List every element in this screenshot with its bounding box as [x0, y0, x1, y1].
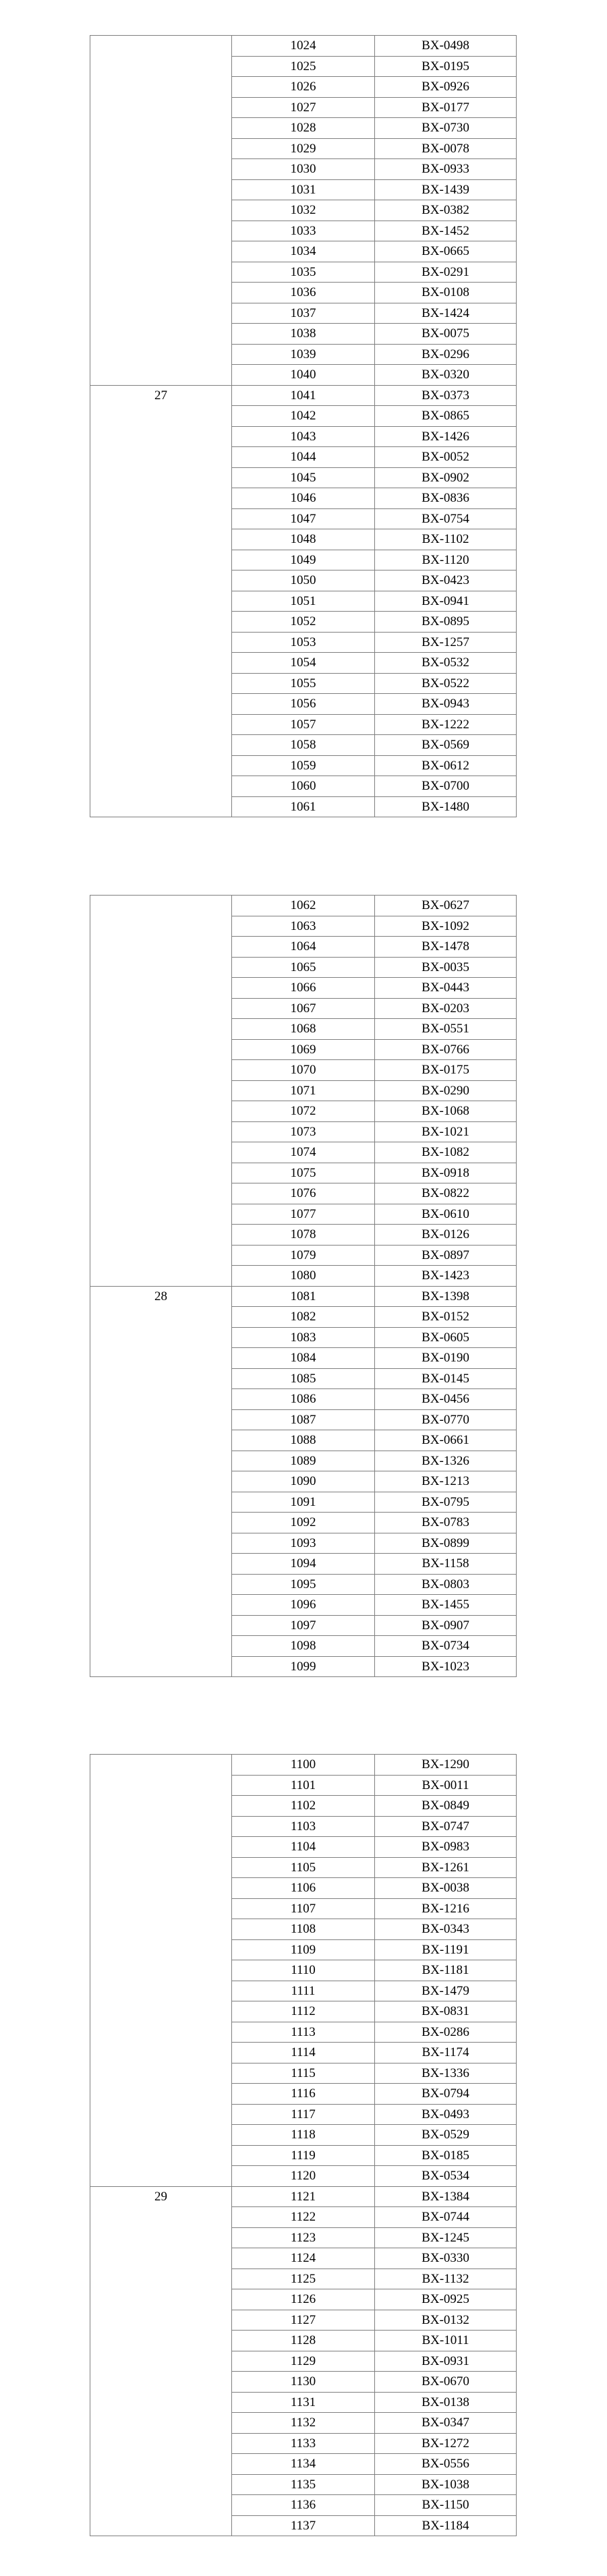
code-cell: BX-0926: [375, 77, 517, 98]
number-cell: 1078: [232, 1225, 375, 1246]
number-cell: 1088: [232, 1430, 375, 1451]
number-cell: 1069: [232, 1039, 375, 1060]
number-cell: 1031: [232, 179, 375, 200]
number-cell: 1067: [232, 998, 375, 1019]
number-cell: 1124: [232, 2248, 375, 2269]
code-cell: BX-0078: [375, 138, 517, 159]
number-cell: 1061: [232, 796, 375, 817]
number-cell: 1068: [232, 1019, 375, 1040]
table-block-2: [90, 895, 516, 1677]
number-cell: 1106: [232, 1878, 375, 1899]
number-cell: 1131: [232, 2392, 375, 2413]
number-cell: 1045: [232, 467, 375, 488]
code-cell: BX-1290: [375, 1755, 517, 1776]
number-cell: 1125: [232, 2268, 375, 2289]
code-cell: BX-0203: [375, 998, 517, 1019]
number-cell: 1033: [232, 221, 375, 241]
number-cell: 1036: [232, 283, 375, 303]
code-cell: BX-0795: [375, 1492, 517, 1513]
code-cell: BX-1455: [375, 1595, 517, 1616]
number-cell: 1085: [232, 1368, 375, 1389]
number-cell: 1058: [232, 735, 375, 756]
number-cell: 1122: [232, 2207, 375, 2228]
code-cell: BX-0941: [375, 591, 517, 612]
number-cell: 1024: [232, 36, 375, 57]
number-cell: 1132: [232, 2413, 375, 2434]
code-cell: BX-0175: [375, 1060, 517, 1081]
number-cell: 1066: [232, 978, 375, 999]
number-cell: 1027: [232, 97, 375, 118]
number-cell: 1095: [232, 1574, 375, 1595]
number-cell: 1080: [232, 1266, 375, 1287]
code-cell: BX-0075: [375, 324, 517, 345]
code-cell: BX-0038: [375, 1878, 517, 1899]
number-cell: 1047: [232, 508, 375, 529]
number-cell: 1109: [232, 1939, 375, 1960]
number-cell: 1130: [232, 2372, 375, 2393]
code-cell: BX-0754: [375, 508, 517, 529]
number-cell: 1115: [232, 2063, 375, 2084]
code-cell: BX-0605: [375, 1327, 517, 1348]
number-cell: 1062: [232, 896, 375, 916]
code-cell: BX-0035: [375, 957, 517, 978]
number-cell: 1083: [232, 1327, 375, 1348]
table-row: [90, 36, 517, 57]
number-cell: 1097: [232, 1615, 375, 1636]
number-cell: 1105: [232, 1857, 375, 1878]
number-cell: 1096: [232, 1595, 375, 1616]
code-cell: BX-1398: [375, 1286, 517, 1307]
number-cell: 1050: [232, 570, 375, 591]
number-cell: 1070: [232, 1060, 375, 1081]
number-cell: 1092: [232, 1513, 375, 1533]
code-cell: BX-0556: [375, 2454, 517, 2475]
code-cell: BX-1326: [375, 1451, 517, 1471]
number-cell: 1086: [232, 1389, 375, 1410]
number-cell: 1114: [232, 2043, 375, 2063]
number-cell: 1121: [232, 2186, 375, 2207]
data-table: [90, 1754, 517, 2536]
number-cell: 1100: [232, 1755, 375, 1776]
number-cell: 1053: [232, 632, 375, 653]
code-cell: BX-1068: [375, 1101, 517, 1122]
code-cell: BX-0569: [375, 735, 517, 756]
number-cell: 1037: [232, 303, 375, 324]
number-cell: 1052: [232, 612, 375, 633]
code-cell: BX-0190: [375, 1348, 517, 1369]
code-cell: BX-0794: [375, 2084, 517, 2105]
code-cell: BX-0343: [375, 1919, 517, 1940]
code-cell: BX-0747: [375, 1816, 517, 1837]
code-cell: BX-1426: [375, 426, 517, 447]
number-cell: 1090: [232, 1471, 375, 1492]
code-cell: BX-0551: [375, 1019, 517, 1040]
number-cell: 1044: [232, 447, 375, 468]
code-cell: BX-0138: [375, 2392, 517, 2413]
number-cell: 1030: [232, 159, 375, 180]
group-label-cell: [90, 896, 232, 1287]
code-cell: BX-0296: [375, 344, 517, 365]
table-block-3: [90, 1754, 516, 2536]
code-cell: BX-0498: [375, 36, 517, 57]
code-cell: BX-1216: [375, 1898, 517, 1919]
code-cell: BX-0330: [375, 2248, 517, 2269]
group-label-cell: [90, 1755, 232, 2187]
number-cell: 1054: [232, 653, 375, 674]
data-table: [90, 35, 517, 817]
number-cell: 1117: [232, 2104, 375, 2125]
number-cell: 1102: [232, 1796, 375, 1817]
number-cell: 1099: [232, 1656, 375, 1677]
code-cell: BX-0145: [375, 1368, 517, 1389]
number-cell: 1055: [232, 673, 375, 694]
code-cell: BX-0730: [375, 118, 517, 139]
number-cell: 1127: [232, 2310, 375, 2331]
number-cell: 1128: [232, 2331, 375, 2351]
number-cell: 1129: [232, 2351, 375, 2372]
number-cell: 1084: [232, 1348, 375, 1369]
code-cell: BX-1213: [375, 1471, 517, 1492]
code-cell: BX-0983: [375, 1837, 517, 1858]
code-cell: BX-1261: [375, 1857, 517, 1878]
code-cell: BX-0918: [375, 1163, 517, 1183]
code-cell: BX-0734: [375, 1636, 517, 1657]
code-cell: BX-1245: [375, 2227, 517, 2248]
number-cell: 1113: [232, 2022, 375, 2043]
code-cell: BX-0290: [375, 1080, 517, 1101]
code-cell: BX-0532: [375, 653, 517, 674]
number-cell: 1134: [232, 2454, 375, 2475]
code-cell: BX-1102: [375, 529, 517, 550]
number-cell: 1040: [232, 365, 375, 386]
number-cell: 1064: [232, 937, 375, 958]
number-cell: 1120: [232, 2166, 375, 2187]
code-cell: BX-0443: [375, 978, 517, 999]
number-cell: 1137: [232, 2515, 375, 2536]
code-cell: BX-0529: [375, 2125, 517, 2146]
code-cell: BX-1452: [375, 221, 517, 241]
code-cell: BX-0534: [375, 2166, 517, 2187]
code-cell: BX-1150: [375, 2495, 517, 2516]
number-cell: 1089: [232, 1451, 375, 1471]
number-cell: 1025: [232, 56, 375, 77]
code-cell: BX-0132: [375, 2310, 517, 2331]
code-cell: BX-0700: [375, 776, 517, 797]
group-label-cell: [90, 36, 232, 386]
group-label-cell: 28: [90, 1286, 232, 1677]
code-cell: BX-0895: [375, 612, 517, 633]
code-cell: BX-0627: [375, 896, 517, 916]
code-cell: BX-0899: [375, 1533, 517, 1554]
number-cell: 1059: [232, 755, 375, 776]
code-cell: BX-1092: [375, 916, 517, 937]
number-cell: 1118: [232, 2125, 375, 2146]
code-cell: BX-0849: [375, 1796, 517, 1817]
code-cell: BX-0286: [375, 2022, 517, 2043]
number-cell: 1116: [232, 2084, 375, 2105]
number-cell: 1063: [232, 916, 375, 937]
code-cell: BX-1082: [375, 1142, 517, 1163]
code-cell: BX-0783: [375, 1513, 517, 1533]
table-row: [90, 2186, 517, 2207]
code-cell: BX-0152: [375, 1307, 517, 1328]
number-cell: 1042: [232, 406, 375, 427]
number-cell: 1048: [232, 529, 375, 550]
code-cell: BX-0052: [375, 447, 517, 468]
number-cell: 1046: [232, 488, 375, 509]
code-cell: BX-0456: [375, 1389, 517, 1410]
data-table: [90, 895, 517, 1677]
code-cell: BX-0493: [375, 2104, 517, 2125]
code-cell: BX-0770: [375, 1409, 517, 1430]
number-cell: 1103: [232, 1816, 375, 1837]
code-cell: BX-1439: [375, 179, 517, 200]
number-cell: 1075: [232, 1163, 375, 1183]
code-cell: BX-0347: [375, 2413, 517, 2434]
code-cell: BX-0661: [375, 1430, 517, 1451]
number-cell: 1123: [232, 2227, 375, 2248]
number-cell: 1039: [232, 344, 375, 365]
code-cell: BX-0803: [375, 1574, 517, 1595]
code-cell: BX-1174: [375, 2043, 517, 2063]
number-cell: 1038: [232, 324, 375, 345]
code-cell: BX-1384: [375, 2186, 517, 2207]
table-row: [90, 1286, 517, 1307]
number-cell: 1072: [232, 1101, 375, 1122]
code-cell: BX-0931: [375, 2351, 517, 2372]
code-cell: BX-0320: [375, 365, 517, 386]
number-cell: 1043: [232, 426, 375, 447]
code-cell: BX-0865: [375, 406, 517, 427]
number-cell: 1060: [232, 776, 375, 797]
code-cell: BX-0902: [375, 467, 517, 488]
number-cell: 1076: [232, 1183, 375, 1204]
number-cell: 1111: [232, 1981, 375, 2001]
code-cell: BX-1191: [375, 1939, 517, 1960]
code-cell: BX-0195: [375, 56, 517, 77]
code-cell: BX-0011: [375, 1775, 517, 1796]
number-cell: 1093: [232, 1533, 375, 1554]
number-cell: 1071: [232, 1080, 375, 1101]
code-cell: BX-0665: [375, 241, 517, 262]
number-cell: 1026: [232, 77, 375, 98]
table-row: [90, 385, 517, 406]
code-cell: BX-1132: [375, 2268, 517, 2289]
code-cell: BX-0610: [375, 1204, 517, 1225]
code-cell: BX-0766: [375, 1039, 517, 1060]
group-label-cell: 29: [90, 2186, 232, 2536]
number-cell: 1073: [232, 1121, 375, 1142]
code-cell: BX-0423: [375, 570, 517, 591]
code-cell: BX-1011: [375, 2331, 517, 2351]
number-cell: 1056: [232, 694, 375, 715]
code-cell: BX-0925: [375, 2289, 517, 2310]
code-cell: BX-0126: [375, 1225, 517, 1246]
number-cell: 1028: [232, 118, 375, 139]
code-cell: BX-1424: [375, 303, 517, 324]
number-cell: 1057: [232, 714, 375, 735]
number-cell: 1041: [232, 385, 375, 406]
table-row: [90, 896, 517, 916]
code-cell: BX-1038: [375, 2474, 517, 2495]
code-cell: BX-0373: [375, 385, 517, 406]
code-cell: BX-0907: [375, 1615, 517, 1636]
number-cell: 1087: [232, 1409, 375, 1430]
code-cell: BX-0897: [375, 1245, 517, 1266]
code-cell: BX-0831: [375, 2001, 517, 2022]
code-cell: BX-1181: [375, 1960, 517, 1981]
number-cell: 1135: [232, 2474, 375, 2495]
number-cell: 1049: [232, 550, 375, 570]
number-cell: 1107: [232, 1898, 375, 1919]
number-cell: 1094: [232, 1554, 375, 1575]
code-cell: BX-1479: [375, 1981, 517, 2001]
code-cell: BX-1478: [375, 937, 517, 958]
number-cell: 1077: [232, 1204, 375, 1225]
code-cell: BX-0185: [375, 2145, 517, 2166]
code-cell: BX-1480: [375, 796, 517, 817]
code-cell: BX-0933: [375, 159, 517, 180]
code-cell: BX-0822: [375, 1183, 517, 1204]
number-cell: 1104: [232, 1837, 375, 1858]
code-cell: BX-0670: [375, 2372, 517, 2393]
number-cell: 1079: [232, 1245, 375, 1266]
code-cell: BX-1023: [375, 1656, 517, 1677]
number-cell: 1108: [232, 1919, 375, 1940]
group-label-cell: 27: [90, 385, 232, 817]
code-cell: BX-0744: [375, 2207, 517, 2228]
number-cell: 1119: [232, 2145, 375, 2166]
code-cell: BX-0108: [375, 283, 517, 303]
number-cell: 1081: [232, 1286, 375, 1307]
code-cell: BX-1423: [375, 1266, 517, 1287]
code-cell: BX-0943: [375, 694, 517, 715]
code-cell: BX-0836: [375, 488, 517, 509]
number-cell: 1110: [232, 1960, 375, 1981]
number-cell: 1029: [232, 138, 375, 159]
number-cell: 1136: [232, 2495, 375, 2516]
number-cell: 1065: [232, 957, 375, 978]
number-cell: 1101: [232, 1775, 375, 1796]
code-cell: BX-0291: [375, 262, 517, 283]
code-cell: BX-1272: [375, 2433, 517, 2454]
code-cell: BX-1158: [375, 1554, 517, 1575]
number-cell: 1091: [232, 1492, 375, 1513]
code-cell: BX-1021: [375, 1121, 517, 1142]
number-cell: 1098: [232, 1636, 375, 1657]
code-cell: BX-1222: [375, 714, 517, 735]
number-cell: 1051: [232, 591, 375, 612]
code-cell: BX-1120: [375, 550, 517, 570]
table-row: [90, 1755, 517, 1776]
code-cell: BX-1184: [375, 2515, 517, 2536]
code-cell: BX-1257: [375, 632, 517, 653]
code-cell: BX-0522: [375, 673, 517, 694]
table-block-1: [90, 35, 516, 817]
code-cell: BX-0382: [375, 200, 517, 221]
number-cell: 1034: [232, 241, 375, 262]
number-cell: 1126: [232, 2289, 375, 2310]
number-cell: 1112: [232, 2001, 375, 2022]
number-cell: 1082: [232, 1307, 375, 1328]
number-cell: 1035: [232, 262, 375, 283]
code-cell: BX-0612: [375, 755, 517, 776]
number-cell: 1032: [232, 200, 375, 221]
number-cell: 1074: [232, 1142, 375, 1163]
code-cell: BX-1336: [375, 2063, 517, 2084]
number-cell: 1133: [232, 2433, 375, 2454]
code-cell: BX-0177: [375, 97, 517, 118]
